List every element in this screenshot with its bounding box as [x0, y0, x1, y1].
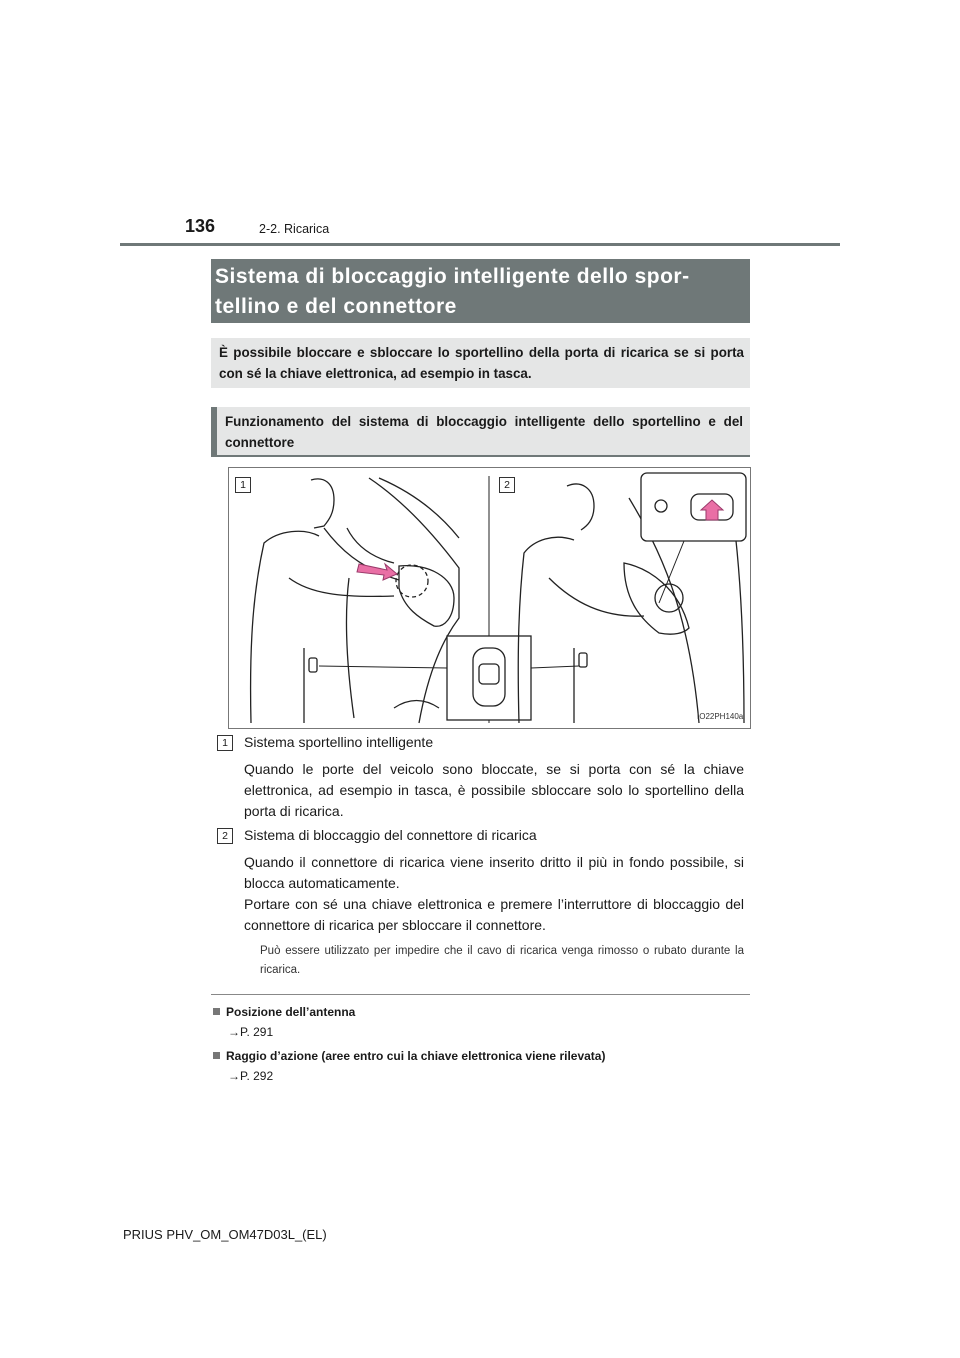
intro-text: È possibile bloccare e sbloccare lo sportellino della porta di ricarica se si porta con sé la chiave elettronica, ad esempio in tasca.	[219, 345, 744, 381]
left-person-arm	[289, 578, 394, 596]
item-2-title: Sistema di bloccaggio del connettore di ricarica	[244, 827, 537, 843]
subheading-text: Funzionamento del sistema di bloccaggio intelligente dello sportellino e del connettore	[225, 414, 743, 450]
figure-label-1: 1	[235, 477, 251, 493]
left-person-head	[311, 479, 334, 528]
page-number: 136	[185, 216, 216, 236]
charging-port	[624, 563, 689, 634]
subheading-bar	[211, 407, 217, 457]
bullet-square-icon	[213, 1052, 220, 1059]
item-1-body: Quando le porte del veicolo sono bloccate, se si porta con sé la chiave elettronica, ad esempio in tasca, è possibile sbloccare solo lo sportellino della porta di ricarica.	[244, 761, 744, 819]
right-person-head	[567, 484, 594, 530]
bullet-1-ref[interactable]: →P. 291	[228, 1025, 274, 1039]
left-key-fob	[309, 658, 317, 672]
illustration	[228, 467, 751, 729]
switch-zoom-box	[641, 473, 746, 541]
bullet-2-ref[interactable]: →P. 292	[228, 1069, 274, 1083]
item-2-number: 2	[217, 828, 233, 844]
left-car-rear	[347, 578, 354, 718]
left-car-outline	[369, 478, 459, 723]
left-person-back	[251, 531, 319, 723]
illustration-svg	[229, 468, 750, 728]
section-rule	[211, 994, 750, 995]
touch-area-circle	[396, 565, 428, 597]
item-1-number: 1	[217, 735, 233, 751]
breadcrumb: 2-2. Ricarica	[259, 222, 330, 236]
header-rule	[120, 243, 840, 246]
bullet-square-icon	[213, 1008, 220, 1015]
footer-doc-code: PRIUS PHV_OM_OM47D03L_(EL)	[123, 1227, 327, 1242]
bullet-1-heading: Posizione dell’antenna	[226, 1005, 356, 1019]
bullet-2-heading: Raggio d’azione (aree entro cui la chiave elettronica viene rilevata)	[226, 1049, 606, 1063]
page-title: Sistema di bloccaggio intelligente dello spor-tellino e del connettore	[215, 265, 690, 318]
item-1-title: Sistema sportellino intelligente	[244, 734, 434, 750]
item-2-body-2: Portare con sé una chiave elettronica e premere l’interruttore di bloccaggio del connettore di ricarica per sbloccare il connettore.	[244, 896, 744, 933]
left-car-line	[379, 478, 459, 538]
right-key-fob	[579, 653, 587, 667]
item-2-note: Può essere utilizzato per impedire che il cavo di ricarica venga rimosso o rubato durante la ricarica.	[260, 945, 744, 976]
item-2-body-1: Quando il connettore di ricarica viene inserito dritto il più in fondo possibile, si blocca automaticamente.	[244, 854, 744, 891]
bullet-1	[213, 1005, 355, 1019]
figure-code: IO22PH140a	[697, 712, 744, 721]
bullet-2	[213, 1049, 605, 1063]
figure-label-2: 2	[499, 477, 515, 493]
